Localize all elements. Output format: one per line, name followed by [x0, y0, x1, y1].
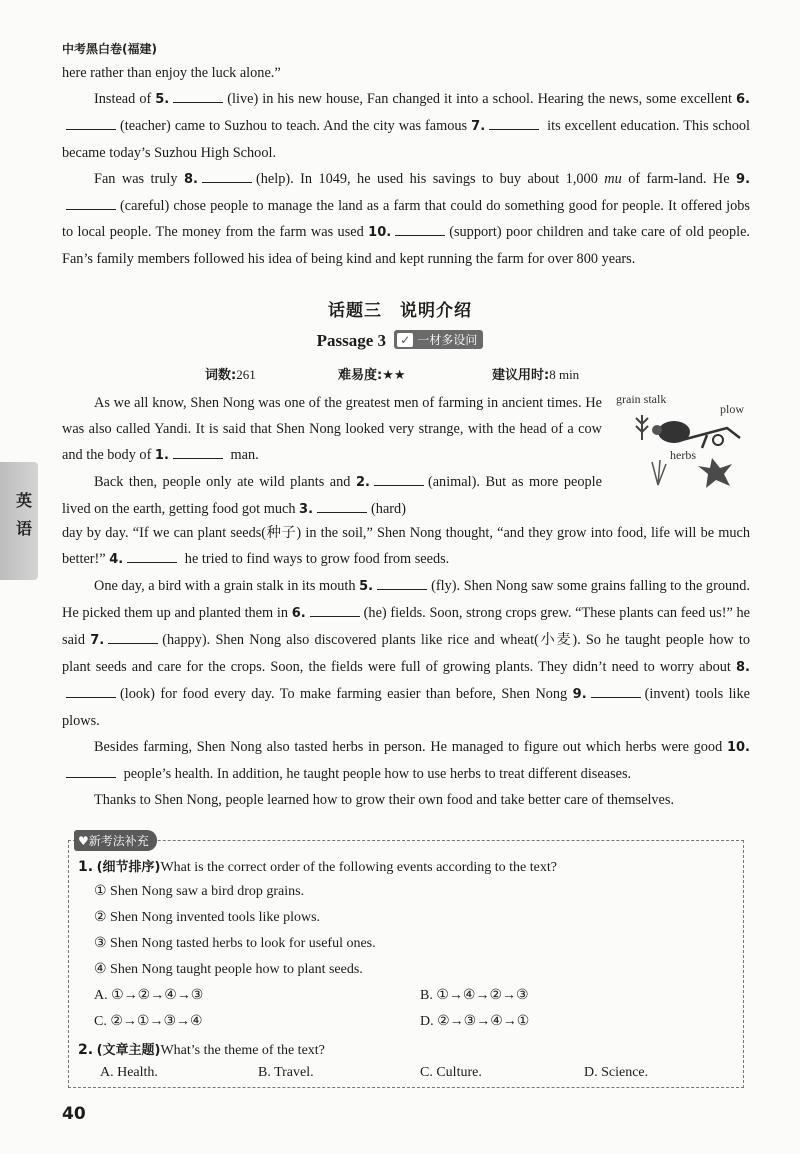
question-number: 10.: [726, 740, 750, 755]
blank: [173, 444, 223, 459]
question-number: 8.: [736, 660, 750, 675]
hint: (help).: [255, 171, 294, 187]
question-number: 7.: [471, 119, 486, 134]
blank: [591, 683, 641, 698]
paragraph: Besides farming, Shen Nong also tasted herbs in person. He managed to figure out which herbs were good 10. people’s health. In addition, he taught people how to use herbs to treat different diseases.: [62, 734, 750, 787]
blank: [374, 471, 424, 486]
hint: (happy).: [162, 632, 211, 648]
hint: (invent): [644, 686, 690, 702]
question-number: 10.: [368, 225, 392, 240]
paragraph: day by day. “If we can plant seeds(种子) in the soil,” Shen Nong thought, “and they grow into food, life will be much better!” 4. he tried to find ways to grow food from seeds.: [62, 525, 750, 567]
topic-heading: 话题三 说明介绍: [328, 301, 472, 321]
question-1: 1. (细节排序)What is the correct order of the following events according to the text?: [78, 859, 557, 875]
question-number: 6.: [736, 92, 750, 107]
blank: [173, 88, 223, 103]
event-4: ④ Shen Nong taught people how to plant seeds.: [94, 962, 363, 977]
hint: (hard): [371, 501, 406, 517]
blank: [310, 602, 360, 617]
question-number: 3.: [299, 502, 314, 517]
passage3-body: [62, 520, 750, 813]
paragraph: Back then, people only ate wild plants and 2. (animal). But as more people lived on the earth, getting food got much 3. (hard): [62, 469, 602, 523]
label-grain-stalk: grain stalk: [616, 392, 667, 406]
farming-illustration: [612, 390, 762, 500]
question-number: 1.: [154, 448, 169, 463]
illustration-drawing: [612, 390, 762, 500]
hint: (fly).: [431, 578, 461, 594]
question-number: 5.: [155, 92, 170, 107]
hint: (teacher): [120, 118, 171, 134]
question-number: 2.: [355, 475, 370, 490]
hint: (careful): [120, 198, 170, 214]
passage3-lead: [62, 390, 602, 523]
paragraph: One day, a bird with a grain stalk in its mouth 5. (fly). Shen Nong saw some grains falling to the ground. He picked them up and planted them in 6. (he) fields. Soon, strong crops grew. “These plants can feed us!” he said 7. (happy). Shen Nong also discovered plants like rice and wheat(小麦). So he taught people how to plant seeds and care for the crops. Soon, the fields were full of growing plants. They didn’t need to worry about 8.(look) for food every day. To make farming easier than before, Shen Nong 9. (invent) tools like plows.: [62, 573, 750, 734]
blank: [395, 221, 445, 236]
subject-side-tab: 英 语: [0, 462, 38, 580]
hint: (animal).: [427, 474, 480, 490]
blank: [127, 548, 177, 563]
difficulty: 难易度:★★: [338, 367, 406, 383]
page-number: 40: [62, 1104, 86, 1124]
paragraph: Fan was truly 8. (help). In 1049, he used his savings to buy about 1,000 mu of farm-land. He 9.(careful) chose people to manage the land as a farm that could do something good for people. It offered jobs to local people. The money from the farm was used 10. (support) poor children and take care of old people. Fan’s family members followed his idea of being kind and kept running the farm for over 800 years.: [62, 166, 750, 272]
paragraph: here rather than enjoy the luck alone.”: [62, 65, 281, 81]
option-c[interactable]: C. Culture.: [420, 1065, 482, 1080]
option-b[interactable]: B. Travel.: [258, 1065, 314, 1080]
paragraph: As we all know, Shen Nong was one of the greatest men of farming in ancient times. He was also called Yandi. It is said that Shen Nong looked very strange, with the head of a cow and the body of 1. man.: [62, 395, 602, 463]
previous-passage-text: [62, 60, 750, 272]
event-3: ③ Shen Nong tasted herbs to look for useful ones.: [94, 936, 376, 951]
label-herbs: herbs: [670, 448, 696, 462]
blank: [108, 629, 158, 644]
option-a[interactable]: A. ①→②→④→③: [94, 988, 204, 1003]
check-icon: ✓: [397, 333, 413, 347]
passage-tag: ✓ 一材多设问: [394, 330, 483, 349]
paragraph: Instead of 5. (live) in his new house, Fan changed it into a school. Hearing the news, some excellent 6.(teacher) came to Suzhou to teach. And the city was famous 7. its excellent education. This school became today’s Suzhou High School.: [62, 86, 750, 166]
word-count: 词数:261: [205, 367, 256, 383]
option-c[interactable]: C. ②→①→③→④: [94, 1014, 203, 1029]
question-number: 9.: [572, 687, 587, 702]
option-b[interactable]: B. ①→④→②→③: [420, 988, 529, 1003]
blank: [202, 168, 252, 183]
blank: [317, 498, 367, 513]
question-number: 6.: [291, 606, 306, 621]
hint: (look): [120, 686, 155, 702]
hint: (support): [449, 224, 502, 240]
question-number: 7.: [90, 633, 105, 648]
question-2: 2. (文章主题)What’s the theme of the text?: [78, 1042, 325, 1058]
hint: (live): [227, 91, 259, 107]
blank: [66, 683, 116, 698]
question-number: 4.: [109, 552, 124, 567]
suggested-time: 建议用时:8 min: [492, 367, 580, 383]
event-1: ① Shen Nong saw a bird drop grains.: [94, 884, 305, 899]
label-plow: plow: [720, 402, 744, 416]
paragraph: Thanks to Shen Nong, people learned how to grow their own food and take better care of themselves.: [94, 792, 675, 808]
question-number: 5.: [359, 579, 374, 594]
blank: [377, 575, 427, 590]
question-number: 9.: [736, 172, 751, 187]
question-box-title: ♥新考法补充: [74, 830, 157, 851]
question-number: 8.: [183, 172, 198, 187]
option-a[interactable]: A. Health.: [100, 1065, 158, 1080]
passage-title: Passage 3 ✓ 一材多设问: [0, 330, 800, 351]
option-d[interactable]: D. Science.: [584, 1065, 649, 1080]
blank: [489, 115, 539, 130]
blank: [66, 115, 116, 130]
blank: [66, 763, 116, 778]
running-header: 中考黑白卷(福建): [62, 42, 157, 56]
blank: [66, 195, 116, 210]
hint: (he): [363, 605, 387, 621]
event-2: ② Shen Nong invented tools like plows.: [94, 910, 321, 925]
option-d[interactable]: D. ②→③→④→①: [420, 1014, 530, 1029]
